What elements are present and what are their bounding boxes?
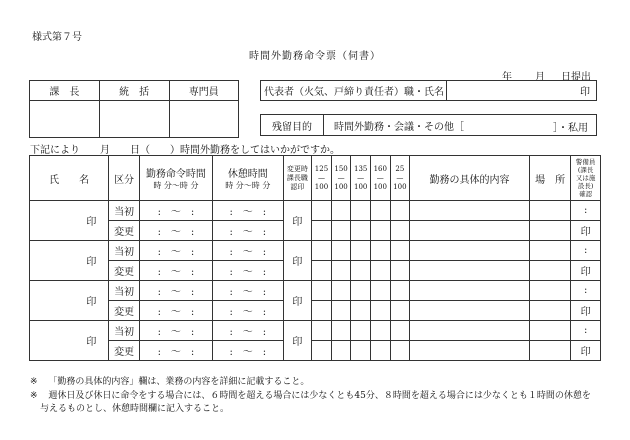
rate-cell[interactable] [312, 221, 332, 241]
rate-cell[interactable] [390, 321, 410, 341]
rate-cell[interactable] [370, 201, 390, 221]
rate-cell[interactable] [351, 201, 371, 221]
break-time-cell[interactable]: : ～ : [213, 261, 283, 281]
table-body [30, 201, 601, 361]
rate-divider: — [337, 173, 345, 182]
rate-denominator: 100 [373, 182, 387, 191]
name-cell[interactable] [30, 281, 109, 321]
header-break-time-sub: 時 分～時 分 [225, 181, 271, 190]
rate-cell[interactable] [351, 301, 371, 321]
header-change-approval [283, 156, 312, 201]
header-name: 氏 名 [30, 156, 109, 201]
details-cell[interactable] [410, 281, 530, 301]
rate-cell[interactable] [370, 321, 390, 341]
table-header-row [30, 156, 601, 201]
order-time-cell[interactable]: : ～ : [139, 241, 212, 261]
representative-field[interactable] [447, 81, 597, 101]
order-time-cell[interactable]: : ～ : [139, 201, 212, 221]
header-place: 場 所 [529, 156, 570, 201]
header-order-time-sub: 時 分～時 分 [153, 181, 199, 190]
rate-divider: — [396, 173, 404, 182]
rate-denominator: 100 [353, 182, 368, 191]
table-row [30, 321, 601, 341]
table-row [30, 341, 601, 361]
rate-divider: — [376, 173, 384, 182]
name-seal: 印 [86, 217, 97, 228]
rate-cell[interactable] [390, 241, 410, 261]
purpose-box [260, 114, 597, 136]
name-cell[interactable] [30, 241, 109, 281]
name-seal: 印 [86, 337, 97, 348]
header-guard-line: 警備員 [575, 158, 596, 166]
rate-cell[interactable] [390, 201, 410, 221]
rate-cell[interactable] [351, 281, 371, 301]
rate-cell[interactable] [351, 221, 371, 241]
rate-cell[interactable] [312, 301, 332, 321]
rate-cell[interactable] [390, 301, 410, 321]
purpose-private: ］・私用 [553, 123, 588, 134]
header-change-approval-line: 認印 [290, 182, 305, 191]
rate-cell[interactable] [331, 321, 351, 341]
place-cell[interactable] [529, 221, 570, 241]
representative-label: 代表者（火気、戸締り責任者）職・氏名 [261, 81, 447, 101]
date-month: 月 [535, 72, 545, 83]
header-rate-125 [312, 156, 332, 201]
details-cell[interactable] [410, 321, 530, 341]
change-approval-seal: 印 [292, 297, 303, 308]
note-mark: ※ [30, 391, 38, 401]
break-time-cell[interactable]: : ～ : [213, 201, 283, 221]
order-time-cell[interactable]: : ～ : [139, 321, 212, 341]
break-time-cell[interactable]: : ～ : [213, 301, 283, 321]
table-row [30, 261, 601, 281]
rate-cell[interactable] [370, 241, 390, 261]
rate-cell[interactable] [351, 341, 371, 361]
rate-denominator: 100 [334, 182, 348, 191]
name-cell[interactable] [30, 321, 109, 361]
form-number: 様式第７号 [32, 32, 82, 43]
change-approval-seal: 印 [292, 217, 303, 228]
approval-stamp-chief[interactable] [30, 101, 100, 138]
note-text: 「勤務の具体的内容」欄は、業務の内容を詳細に記載すること。 [48, 377, 310, 387]
approval-label-chief: 課 長 [30, 81, 100, 101]
change-approval-seal: 印 [292, 257, 303, 268]
details-cell[interactable] [410, 301, 530, 321]
rate-cell[interactable] [331, 301, 351, 321]
rate-cell[interactable] [312, 241, 332, 261]
note-text: 与えるものとし、休憩時間欄に記入すること。 [40, 404, 230, 414]
rate-cell[interactable] [331, 261, 351, 281]
change-approval-cell[interactable] [283, 241, 312, 281]
break-time-cell[interactable]: : ～ : [213, 221, 283, 241]
guard-seal-cell[interactable]: 印 [571, 261, 601, 281]
header-rate-160 [370, 156, 390, 201]
guard-time-cell[interactable]: : [571, 321, 601, 341]
place-cell[interactable] [529, 261, 570, 281]
rate-numerator: 135 [353, 164, 368, 173]
details-cell[interactable] [410, 261, 530, 281]
details-cell[interactable] [410, 221, 530, 241]
place-cell[interactable] [529, 201, 570, 221]
guard-time-cell[interactable]: : [571, 201, 601, 221]
change-approval-cell[interactable] [283, 281, 312, 321]
note-1 [30, 374, 309, 387]
note-text: 週休日及び休日に命令をする場合には、６時間を超える場合には少なくとも45分、８時間を超える場合には少なくとも１時間の休憩を [48, 391, 591, 401]
division-cell: 当初 [109, 241, 140, 261]
overtime-table [29, 155, 601, 361]
approval-stamp-specialist[interactable] [169, 101, 239, 138]
header-guard-line: 設長) [577, 182, 594, 190]
rate-denominator: 100 [314, 182, 329, 191]
header-details: 勤務の具体的内容 [410, 156, 530, 201]
division-cell: 変更 [109, 221, 140, 241]
rate-cell[interactable] [312, 281, 332, 301]
note-3 [40, 401, 229, 414]
division-cell: 当初 [109, 281, 140, 301]
guard-seal-cell[interactable]: 印 [571, 341, 601, 361]
order-time-cell[interactable]: : ～ : [139, 281, 212, 301]
name-cell[interactable] [30, 201, 109, 241]
rate-divider: — [357, 173, 365, 182]
purpose-text: 時間外勤務・会議・その他［ [334, 121, 464, 133]
header-break-time [213, 156, 283, 201]
order-time-cell[interactable]: : ～ : [139, 261, 212, 281]
details-cell[interactable] [410, 341, 530, 361]
order-time-cell[interactable]: : ～ : [139, 221, 212, 241]
rate-cell[interactable] [331, 281, 351, 301]
rate-divider: — [317, 173, 325, 182]
rate-cell[interactable] [331, 241, 351, 261]
rate-numerator: 125 [314, 164, 329, 173]
header-division: 区分 [109, 156, 140, 201]
division-cell: 変更 [109, 341, 140, 361]
header-guard-line: 又は施 [575, 174, 596, 182]
rate-numerator: 160 [373, 164, 387, 173]
rate-cell[interactable] [351, 321, 371, 341]
note-2 [30, 388, 591, 401]
rate-cell[interactable] [390, 221, 410, 241]
lead-text: 下記により 月 日（ ）時間外勤務をしてはいかがですか。 [30, 145, 340, 156]
details-cell[interactable] [410, 241, 530, 261]
place-cell[interactable] [529, 281, 570, 301]
note-mark: ※ [30, 377, 38, 387]
table-row [30, 281, 601, 301]
header-guard [571, 156, 601, 201]
rate-denominator: 100 [393, 182, 407, 191]
header-change-approval-line: 課長職 [286, 173, 308, 182]
header-rate-135 [351, 156, 371, 201]
header-rate-25 [390, 156, 410, 201]
table-row [30, 241, 601, 261]
rate-cell[interactable] [370, 261, 390, 281]
break-time-cell[interactable]: : ～ : [213, 321, 283, 341]
break-time-cell[interactable]: : ～ : [213, 241, 283, 261]
rate-cell[interactable] [370, 281, 390, 301]
guard-seal-cell[interactable]: 印 [571, 221, 601, 241]
approval-label-overseer: 統 括 [99, 81, 169, 101]
change-approval-cell[interactable] [283, 201, 312, 241]
approval-label-specialist: 専門員 [169, 81, 239, 101]
header-order-time-label: 勤務命令時間 [145, 169, 206, 180]
rate-cell[interactable] [312, 261, 332, 281]
division-cell: 変更 [109, 301, 140, 321]
representative-box [260, 80, 597, 101]
details-cell[interactable] [410, 201, 530, 221]
rate-cell[interactable] [331, 201, 351, 221]
header-rate-150 [331, 156, 351, 201]
table-row [30, 201, 601, 221]
change-approval-seal: 印 [292, 337, 303, 348]
approval-stamp-overseer[interactable] [99, 101, 169, 138]
rate-cell[interactable] [390, 261, 410, 281]
rate-numerator: 150 [334, 164, 348, 173]
purpose-field[interactable] [324, 115, 597, 136]
division-cell: 変更 [109, 261, 140, 281]
table-row [30, 301, 601, 321]
order-time-cell[interactable]: : ～ : [139, 341, 212, 361]
change-approval-cell[interactable] [283, 321, 312, 361]
rate-cell[interactable] [331, 341, 351, 361]
rate-cell[interactable] [312, 341, 332, 361]
rate-cell[interactable] [390, 281, 410, 301]
place-cell[interactable] [529, 341, 570, 361]
rate-cell[interactable] [370, 341, 390, 361]
header-guard-line: (課長 [577, 166, 594, 174]
representative-seal: 印 [580, 87, 590, 98]
rate-cell[interactable] [370, 221, 390, 241]
rate-cell[interactable] [351, 241, 371, 261]
rate-cell[interactable] [370, 301, 390, 321]
place-cell[interactable] [529, 321, 570, 341]
rate-cell[interactable] [312, 201, 332, 221]
approval-box [29, 80, 239, 138]
date-year: 年 [502, 72, 512, 83]
header-guard-line: 確認 [579, 190, 593, 198]
guard-seal-cell[interactable]: 印 [571, 301, 601, 321]
header-order-time [139, 156, 212, 201]
place-cell[interactable] [529, 301, 570, 321]
name-seal: 印 [86, 297, 97, 308]
table-row [30, 221, 601, 241]
rate-cell[interactable] [312, 321, 332, 341]
place-cell[interactable] [529, 241, 570, 261]
header-change-approval-line: 変更時 [286, 164, 308, 173]
rate-numerator: 25 [395, 164, 405, 173]
guard-time-cell[interactable]: : [571, 281, 601, 301]
purpose-label: 残留目的 [261, 115, 324, 136]
name-seal: 印 [86, 257, 97, 268]
rate-cell[interactable] [390, 341, 410, 361]
form-title: 時間外勤務命令票（伺書） [249, 51, 381, 62]
order-time-cell[interactable]: : ～ : [139, 301, 212, 321]
rate-cell[interactable] [331, 221, 351, 241]
division-cell: 当初 [109, 201, 140, 221]
break-time-cell[interactable]: : ～ : [213, 281, 283, 301]
guard-time-cell[interactable]: : [571, 241, 601, 261]
rate-cell[interactable] [351, 261, 371, 281]
division-cell: 当初 [109, 321, 140, 341]
header-break-time-label: 休憩時間 [227, 169, 268, 180]
date-submit: 日提出 [561, 72, 591, 83]
break-time-cell[interactable]: : ～ : [213, 341, 283, 361]
